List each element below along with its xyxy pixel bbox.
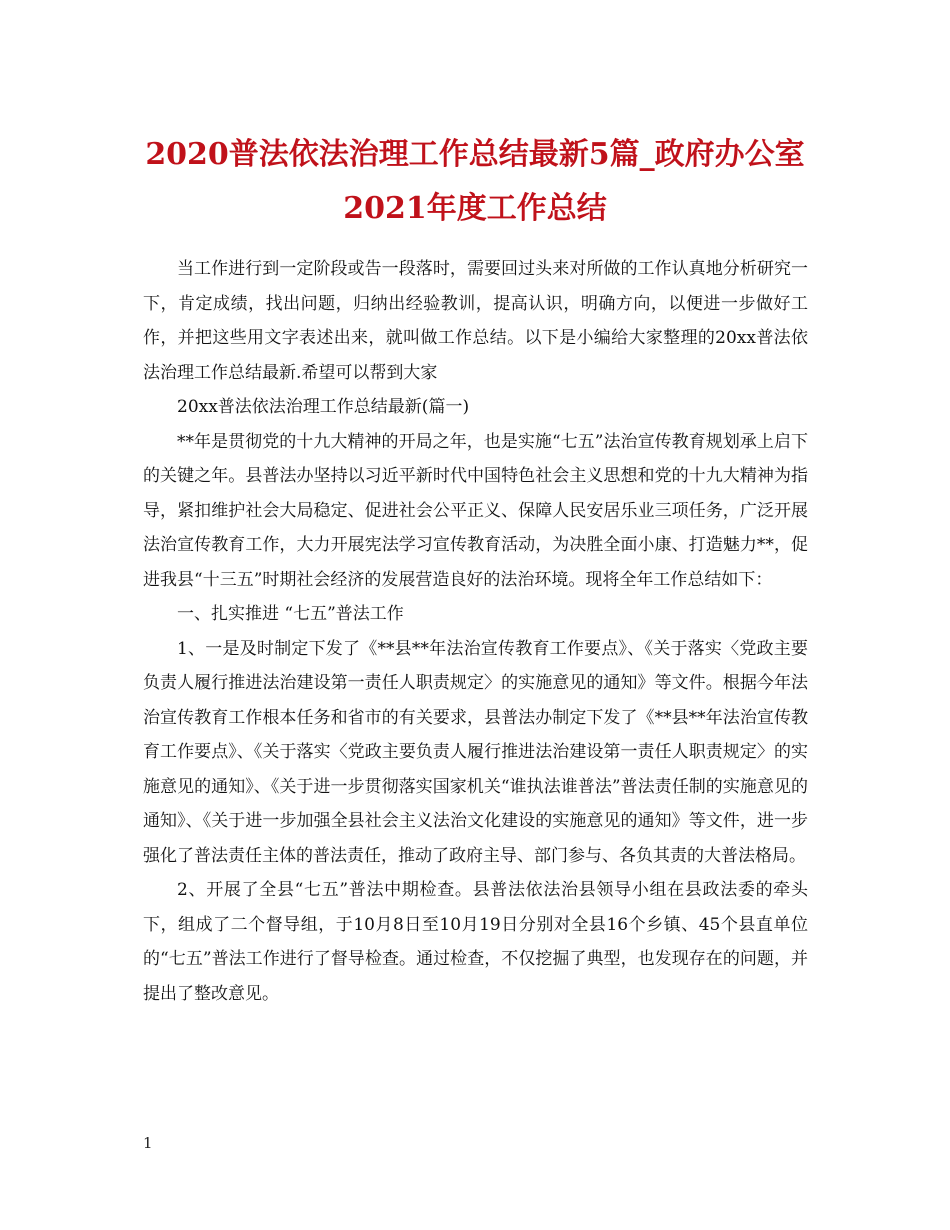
- section-heading-one: 一、扎实推进 “七五”普法工作: [177, 604, 404, 624]
- section-heading-part-one: 20xx普法依法治理工作总结最新(篇一): [177, 397, 470, 417]
- intro-paragraph: 当工作进行到一定阶段或告一段落时，需要回过头来对所做的工作认真地分析研究一下，肯定成绩，找出问题，归纳出经验教训，提高认识，明确方向，以便进一步做好工作，并把这些用文字表述出来，就叫做工作总结。以下是小编给大家整理的20xx普法依法治理工作总结最新.希望可以帮到大家: [143, 259, 808, 383]
- document-title: 2020普法依法治理工作总结最新5篇_政府办公室2021年度工作总结: [145, 137, 805, 226]
- body-paragraph: 2、开展了全县“七五”普法中期检查。县普法依法治县领导小组在县政法委的牵头下，组成了二个督导组，于10月8日至10月19日分别对全县16个乡镇、45个县直单位的“七五”普法工作进行了督导检查。通过检查，不仅挖掘了典型，也发现存在的问题，并提出了整改意见。: [143, 880, 808, 1004]
- document-body: [143, 252, 808, 1011]
- page-number: 1: [143, 1134, 153, 1152]
- body-paragraph: 1、一是及时制定下发了《**县**年法治宣传教育工作要点》、《关于落实〈党政主要负责人履行推进法治建设第一责任人职责规定〉的实施意见的通知》等文件。根据今年法治宣传教育工作根本任务和省市的有关要求，县普法办制定下发了《**县**年法治宣传教育工作要点》、《关于落实〈党政主要负责人履行推进法治建设第一责任人职责规定〉的实施意见的通知》、《关于进一步贯彻落实国家机关“谁执法谁普法”普法责任制的实施意见的通知》、《关于进一步加强全县社会主义法治文化建设的实施意见的通知》等文件，进一步强化了普法责任主体的普法责任，推动了政府主导、部门参与、各负其责的大普法格局。: [143, 638, 808, 866]
- body-paragraph: **年是贯彻党的十九大精神的开局之年，也是实施“七五”法治宣传教育规划承上启下的关键之年。县普法办坚持以习近平新时代中国特色社会主义思想和党的十九大精神为指导，紧扣维护社会大局稳定、促进社会公平正义、保障人民安居乐业三项任务，广泛开展法治宣传教育工作，大力开展宪法学习宣传教育活动，为决胜全面小康、打造魅力**，促进我县“十三五”时期社会经济的发展营造良好的法治环境。现将全年工作总结如下：: [143, 431, 808, 590]
